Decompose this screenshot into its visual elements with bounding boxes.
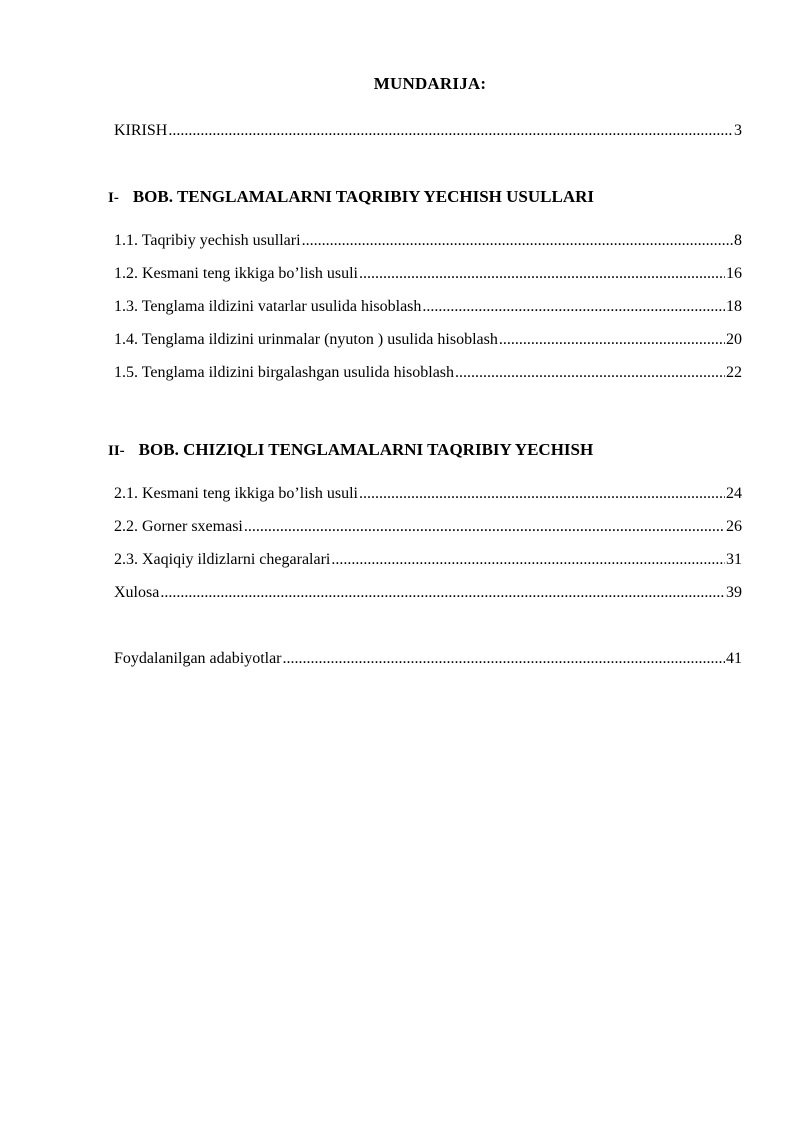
toc-entry-page: 8	[734, 232, 742, 249]
toc-entry[interactable]	[114, 331, 742, 353]
toc-entry-page: 24	[726, 485, 742, 502]
toc-leader-dots	[283, 650, 725, 668]
toc-leader-dots	[359, 485, 725, 503]
toc-entry-page: 26	[726, 518, 742, 535]
toc-entry-page: 16	[726, 265, 742, 282]
toc-entry-label: Xulosa	[114, 584, 160, 601]
chapter-title: BOB. TENGLAMALARNI TAQRIBIY YECHISH USULLARI	[132, 187, 594, 206]
toc-entry[interactable]	[114, 298, 742, 320]
toc-leader-dots	[455, 364, 725, 382]
toc-entry-label: 1.4. Tenglama ildizini urinmalar (nyuton ) usulida hisoblash	[114, 331, 498, 348]
toc-entry-kirish[interactable]	[114, 122, 742, 144]
toc-entry[interactable]	[114, 485, 742, 507]
toc-entry-label: KIRISH	[114, 122, 168, 139]
chapter-number: II-	[108, 443, 125, 459]
toc-entry-page: 39	[726, 584, 742, 601]
chapter-number: I-	[108, 190, 119, 206]
toc-entry[interactable]	[114, 265, 742, 287]
toc-entry[interactable]	[114, 232, 742, 254]
toc-entry-label: 1.3. Tenglama ildizini vatarlar usulida hisoblash	[114, 298, 422, 315]
toc-entry-label: Foydalanilgan adabiyotlar	[114, 650, 282, 667]
toc-entry-label: 2.1. Kesmani teng ikkiga bo’lish usuli	[114, 485, 358, 502]
chapter-heading-1	[108, 187, 594, 207]
page-title: MUNDARIJA:	[373, 74, 487, 93]
toc-entry-page: 31	[726, 551, 742, 568]
toc-entry-label: 1.1. Taqribiy yechish usullari	[114, 232, 301, 249]
toc-entry-page: 22	[726, 364, 742, 381]
chapter-heading-2	[108, 440, 593, 460]
toc-entry-label: 2.3. Xaqiqiy ildizlarni chegaralari	[114, 551, 331, 568]
chapter-title: BOB. CHIZIQLI TENGLAMALARNI TAQRIBIY YECHISH	[138, 440, 594, 459]
toc-entry-page: 20	[726, 331, 742, 348]
toc-leader-dots	[168, 122, 733, 140]
toc-leader-dots	[331, 551, 725, 569]
toc-leader-dots	[244, 518, 725, 536]
toc-entry[interactable]	[114, 364, 742, 386]
toc-entry-xulosa[interactable]	[114, 584, 742, 606]
toc-entry-page: 41	[726, 650, 742, 667]
toc-entry-page: 18	[726, 298, 742, 315]
toc-entry[interactable]	[114, 551, 742, 573]
toc-entry-references[interactable]	[114, 650, 742, 672]
toc-entry-label: 1.5. Tenglama ildizini birgalashgan usulida hisoblash	[114, 364, 455, 381]
toc-entry-label: 1.2. Kesmani teng ikkiga bo’lish usuli	[114, 265, 358, 282]
toc-entry[interactable]	[114, 518, 742, 540]
toc-entry-page: 3	[734, 122, 742, 139]
toc-leader-dots	[422, 298, 725, 316]
toc-leader-dots	[160, 584, 725, 602]
toc-entry-label: 2.2. Gorner sxemasi	[114, 518, 243, 535]
toc-leader-dots	[359, 265, 725, 283]
toc-leader-dots	[499, 331, 725, 349]
toc-leader-dots	[302, 232, 733, 250]
